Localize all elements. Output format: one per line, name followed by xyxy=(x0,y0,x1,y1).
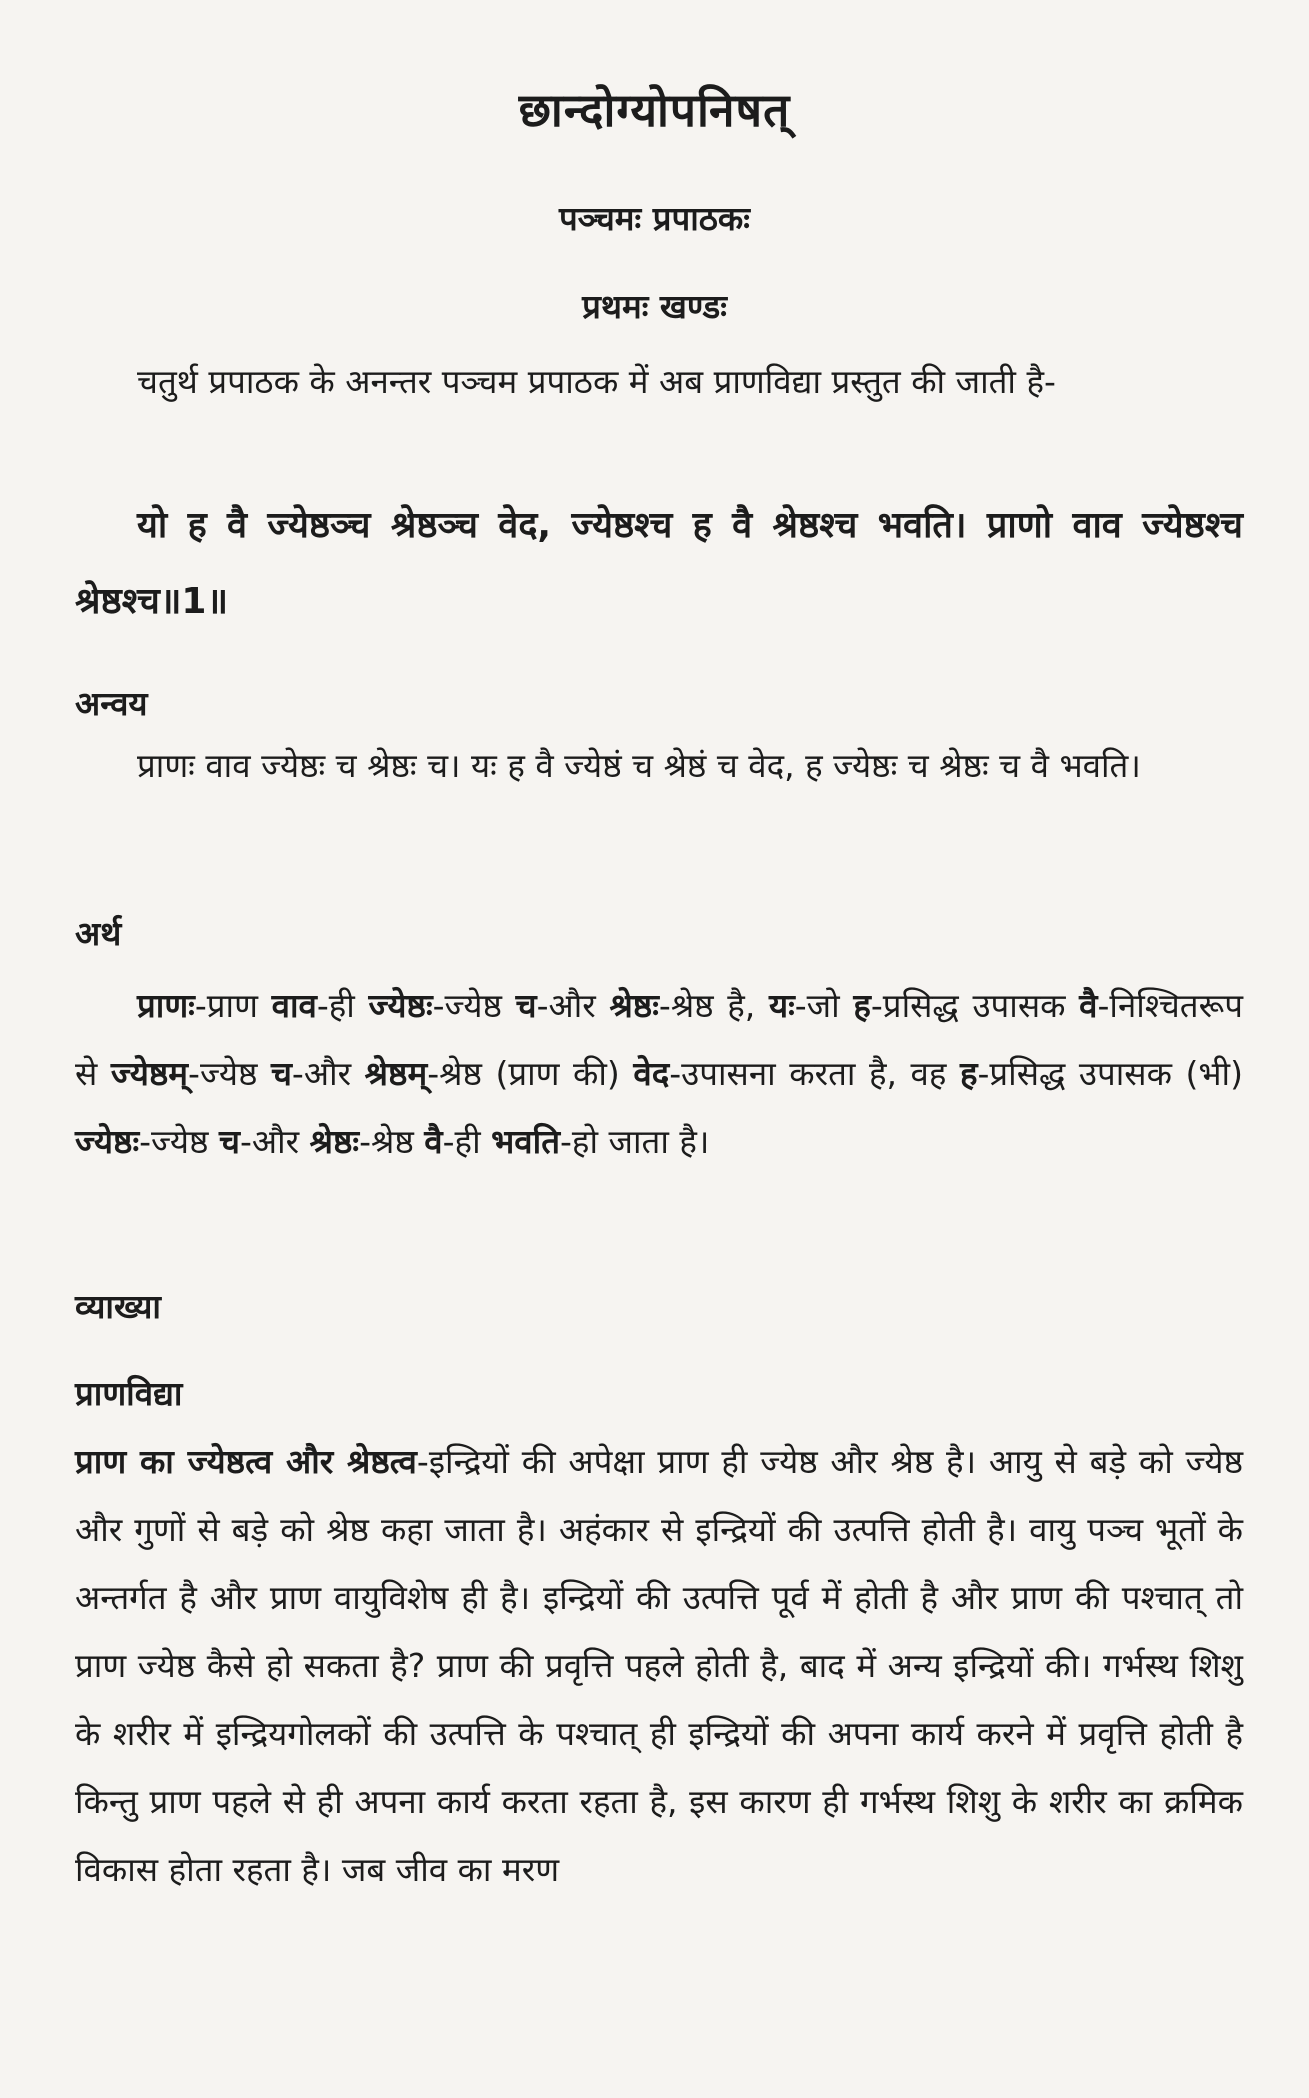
artha-meaning: -श्रेष्ठ xyxy=(359,1122,425,1161)
page-title: छान्दोग्योपनिषत् xyxy=(518,83,791,137)
prapathaka-heading: पञ्चमः प्रपाठकः xyxy=(559,199,750,238)
explanation-bold-lead: प्राण का ज्येष्ठत्व और श्रेष्ठत्व xyxy=(75,1442,417,1481)
artha-meaning: -और xyxy=(536,986,610,1025)
artha-meaning: -जो xyxy=(794,986,854,1025)
artha-term: प्राणः xyxy=(137,986,195,1025)
artha-term: श्रेष्ठम् xyxy=(364,1054,428,1093)
artha-term: च xyxy=(270,1054,292,1093)
artha-term: ह xyxy=(853,986,871,1025)
artha-meaning: -ज्येष्ठ xyxy=(139,1122,219,1161)
artha-term: श्रेष्ठः xyxy=(309,1122,360,1161)
artha-meaning: -श्रेष्ठ (प्राण की) xyxy=(427,1054,634,1093)
artha-meaning: -प्रसिद्ध उपासक xyxy=(870,986,1080,1025)
artha-term: ज्येष्ठः xyxy=(368,986,433,1025)
artha-term: च xyxy=(218,1122,240,1161)
artha-term: यः xyxy=(768,986,795,1025)
artha-heading: अर्थ xyxy=(75,914,122,953)
artha-meaning: -हो जाता है। xyxy=(560,1122,710,1161)
artha-meaning: -प्रसिद्ध उपासक (भी) xyxy=(977,1054,1243,1093)
artha-term: श्रेष्ठः xyxy=(609,986,659,1025)
explanation-text: -इन्द्रियों की अपेक्षा प्राण ही ज्येष्ठ और श्रेष्ठ है। आयु से बड़े को ज्येष्ठ और गुणों से बड़े को श्रेष्ठ कहा जाता है। अहंकार से इन्द्रियों की उत्पत्ति होती है। वायु पञ्च भूतों के अन्तर्गत है और प्राण वायुविशेष ही है। इन्द्रियों की उत्पत्ति पूर्व में होती है और प्राण की पश्चात् तो प्राण ज्येष्ठ कैसे हो सकता है? प्राण की प्रवृत्ति पहले होती है, बाद में अन्य इन्द्रियों की। गर्भस्थ शिशु के शरीर में इन्द्रियगोलकों की उत्पत्ति के पश्चात् ही इन्द्रियों की अपना कार्य करने में प्रवृत्ति होती है किन्तु प्राण पहले से ही अपना कार्य करता रहता है, इस कारण ही गर्भस्थ शिशु के शरीर का क्रमिक विकास होता रहता है। जब जीव का मरण xyxy=(75,1442,1244,1889)
explanation-paragraph xyxy=(75,1428,1243,1904)
artha-meaning: -उपासना करता है, वह xyxy=(669,1054,960,1093)
artha-term: च xyxy=(515,986,537,1025)
vyakhya-heading: व्याख्या xyxy=(75,1287,161,1326)
artha-term: वै xyxy=(424,1122,443,1161)
artha-term: वाव xyxy=(271,986,317,1025)
anvaya-paragraph: प्राणः वाव ज्येष्ठः च श्रेष्ठः च। यः ह वै ज्येष्ठं च श्रेष्ठं च वेद, ह ज्येष्ठः च श्रेष्ठः च वै भवति। xyxy=(137,746,1141,785)
anvaya-heading: अन्वय xyxy=(75,684,148,723)
artha-meaning: -ज्येष्ठ xyxy=(432,986,516,1025)
artha-term: भवति xyxy=(491,1122,561,1161)
artha-meaning: -श्रेष्ठ है, xyxy=(658,986,769,1025)
artha-term: ज्येष्ठः xyxy=(75,1122,140,1161)
artha-meaning: -प्राण xyxy=(194,986,272,1025)
artha-term: वेद xyxy=(633,1054,670,1093)
artha-paragraph xyxy=(75,972,1243,1176)
artha-meaning: -ज्येष्ठ xyxy=(188,1054,271,1093)
artha-meaning: -निश्चितरूप से xyxy=(75,986,1243,1093)
artha-meaning: -और xyxy=(239,1122,310,1161)
pranavidya-heading: प्राणविद्या xyxy=(75,1374,183,1413)
artha-meaning: -ही xyxy=(316,986,369,1025)
artha-meaning: -और xyxy=(291,1054,365,1093)
verse-text: यो ह वै ज्येष्ठञ्च श्रेष्ठञ्च वेद, ज्येष्ठश्च ह वै श्रेष्ठश्च भवति। प्राणो वाव ज्येष्ठश्च श्रेष्ठश्च॥1॥ xyxy=(75,505,1243,622)
artha-meaning: -ही xyxy=(442,1122,492,1161)
intro-paragraph: चतुर्थ प्रपाठक के अनन्तर पञ्चम प्रपाठक में अब प्राणविद्या प्रस्तुत की जाती है- xyxy=(137,362,1056,401)
artha-term: ज्येष्ठम् xyxy=(110,1054,189,1093)
artha-term: वै xyxy=(1079,986,1098,1025)
artha-term: ह xyxy=(959,1054,978,1093)
khanda-heading: प्रथमः खण्डः xyxy=(582,287,727,326)
